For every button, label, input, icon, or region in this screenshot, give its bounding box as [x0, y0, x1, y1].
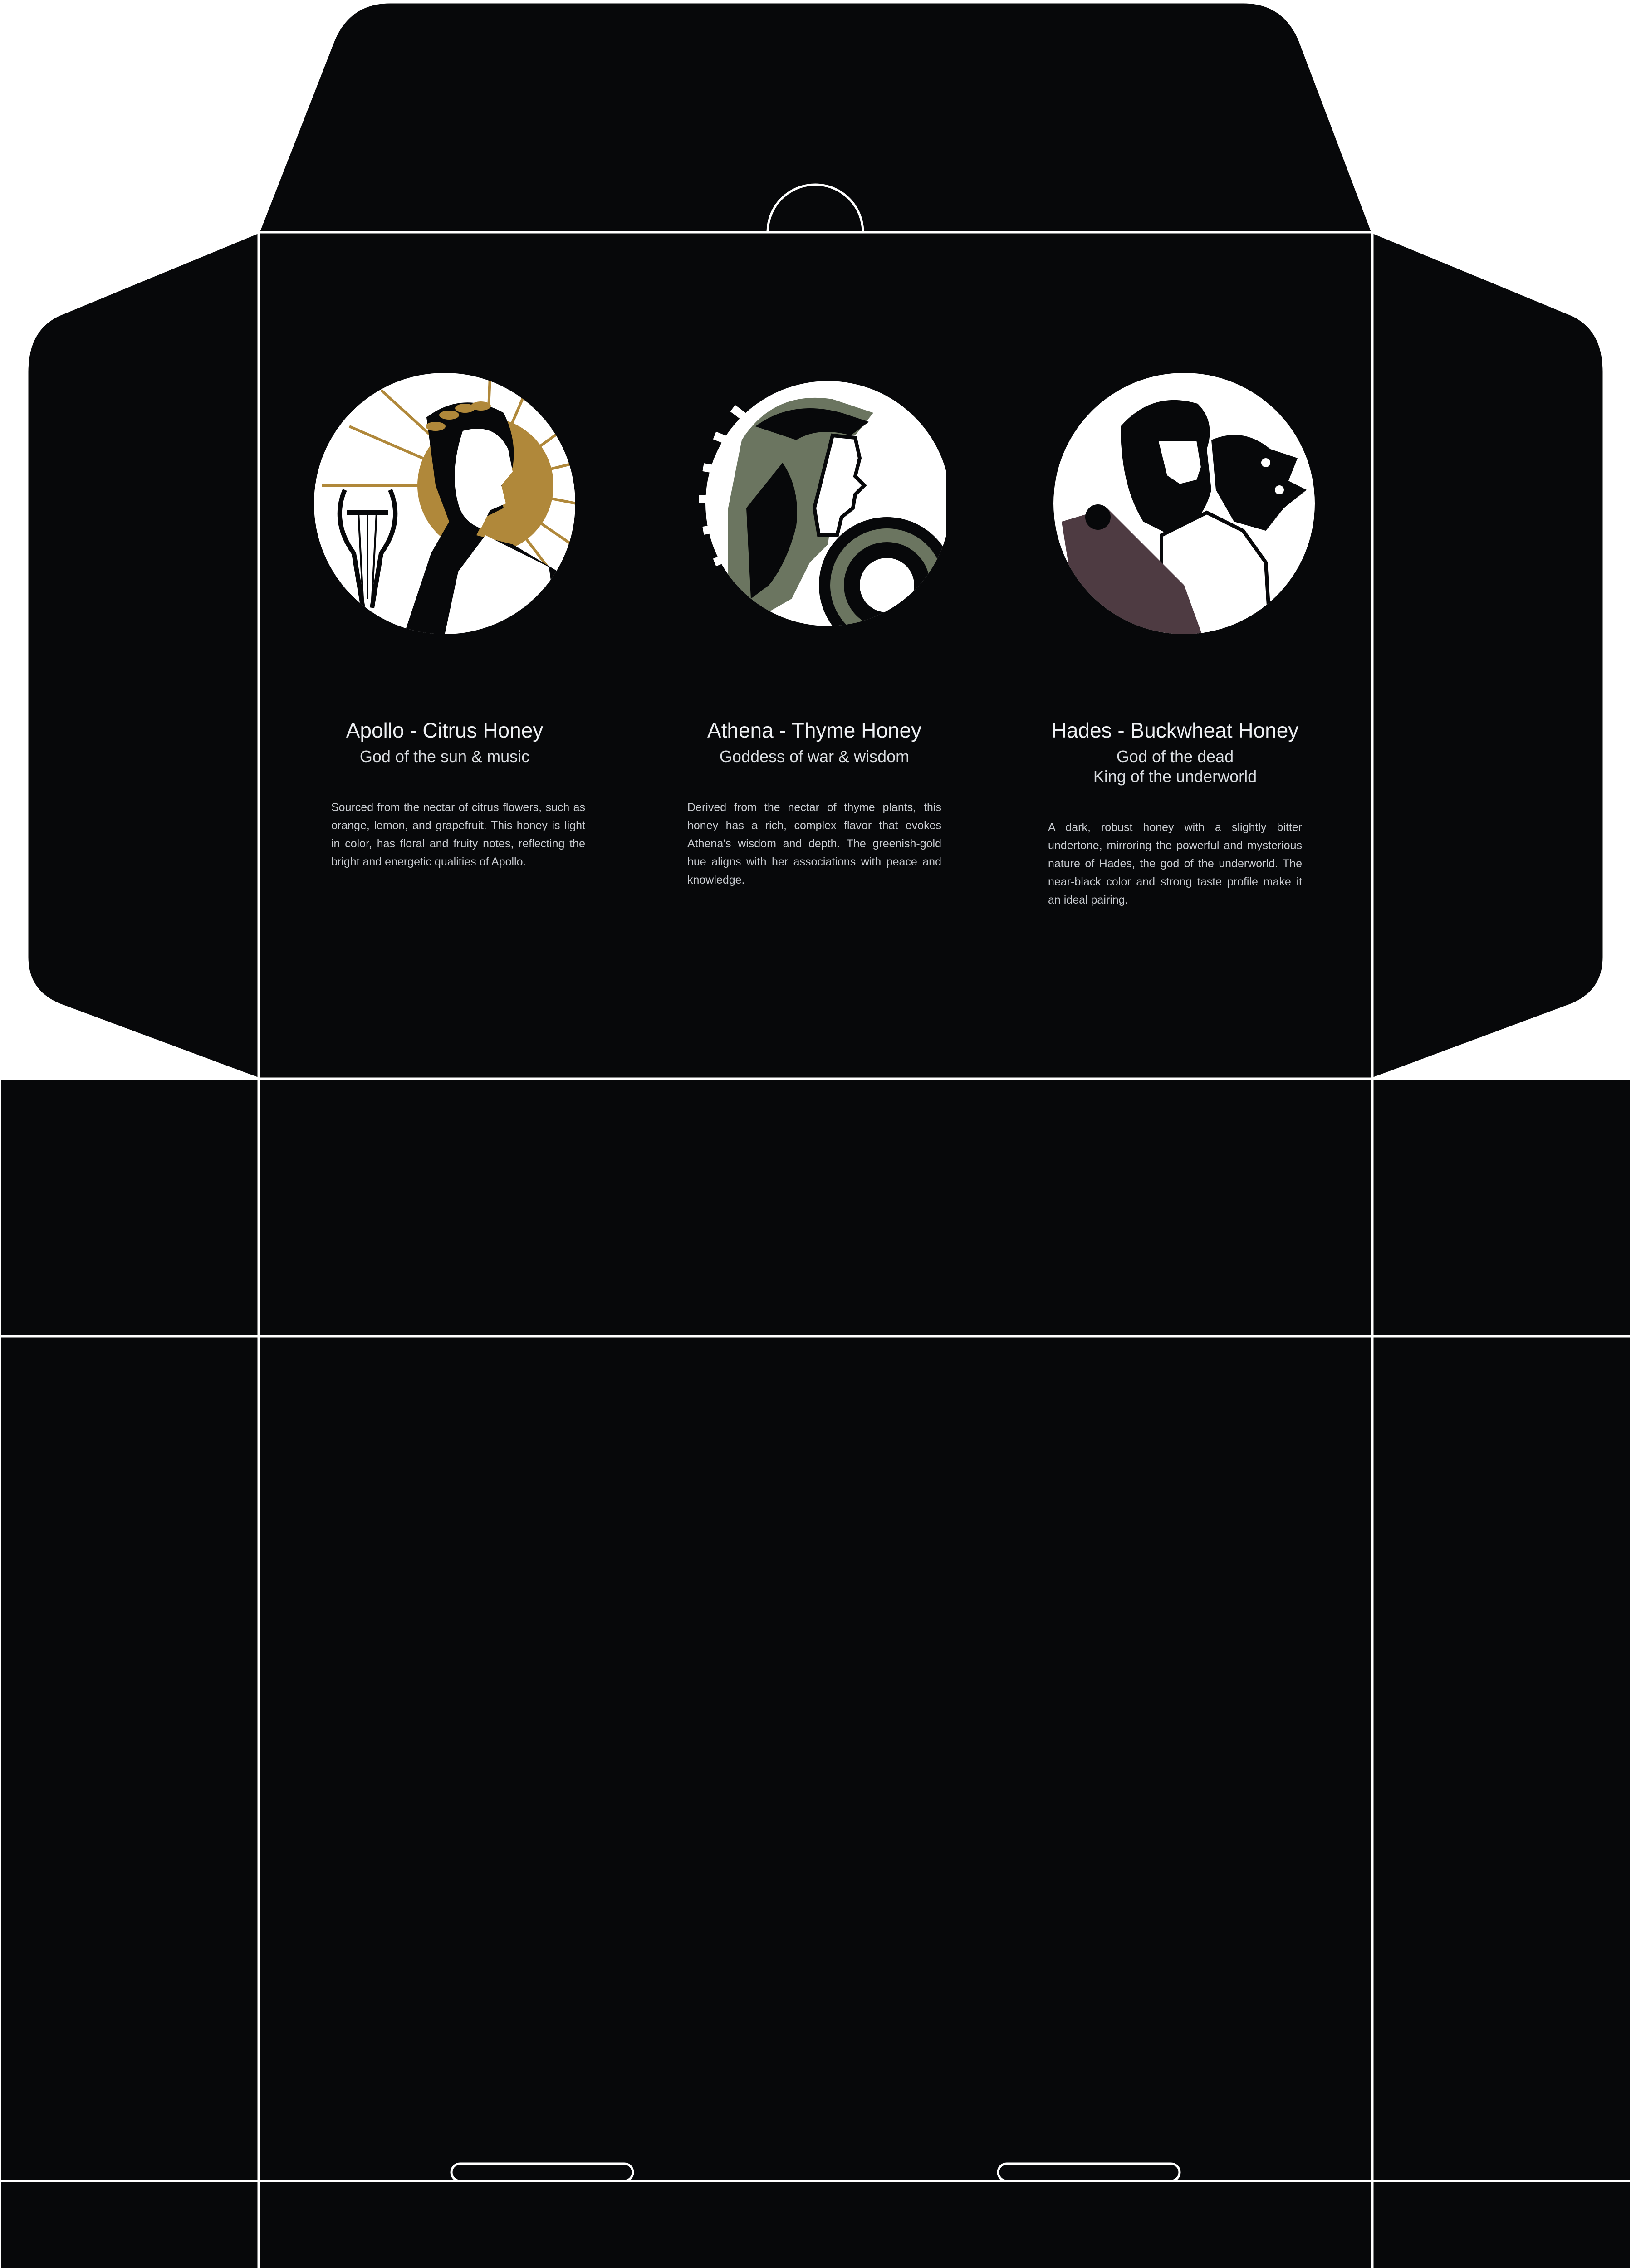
left-side-lower: [0, 2181, 259, 2268]
bottom-panel: [259, 1336, 1372, 2181]
hades-info: [1012, 717, 1338, 909]
right-dust-flap: [1372, 232, 1604, 1079]
back-panel: [259, 1079, 1372, 1336]
top-lid-flap: [259, 2, 1372, 232]
front-panel: [259, 2181, 1372, 2268]
apollo-description: Sourced from the nectar of citrus flowers, such as orange, lemon, and grapefruit. This honey is light in color, has floral and fruity notes, reflecting the bright and energetic qualities of Apollo.: [331, 801, 585, 868]
athena-info: [651, 717, 978, 889]
apollo-info: [281, 717, 608, 871]
hades-title: Hades - Buckwheat Honey: [1051, 719, 1299, 742]
athena-description: Derived from the nectar of thyme plants, this honey has a rich, complex flavor that evokes Athena's wisdom and depth. The greenish-gold hue aligns with her associations with peace and knowledge.: [687, 801, 941, 886]
left-side-upper: [0, 1079, 259, 1336]
right-side-lower: [1372, 2181, 1631, 2268]
hades-subtitle: God of the dead King of the underworld: [1093, 747, 1257, 786]
left-side-main: [0, 1336, 259, 2181]
apollo-title: Apollo - Citrus Honey: [346, 719, 544, 742]
lid-panel: [259, 232, 1372, 1079]
hades-description: A dark, robust honey with a slightly bitter undertone, mirroring the powerful and mysterious nature of Hades, the god of the underworld. The near-black color and strong taste profile make it an ideal pairing.: [1048, 821, 1302, 906]
hades-medallion-icon: [1053, 372, 1316, 635]
apollo-medallion-icon: [313, 372, 576, 635]
athena-title: Athena - Thyme Honey: [707, 719, 922, 742]
left-dust-flap: [27, 232, 259, 1079]
athena-subtitle: Goddess of war & wisdom: [719, 747, 910, 766]
athena-medallion-icon: [683, 372, 946, 635]
apollo-subtitle: God of the sun & music: [359, 747, 530, 766]
right-side-main: [1372, 1336, 1631, 2181]
right-side-upper: [1372, 1079, 1631, 1336]
